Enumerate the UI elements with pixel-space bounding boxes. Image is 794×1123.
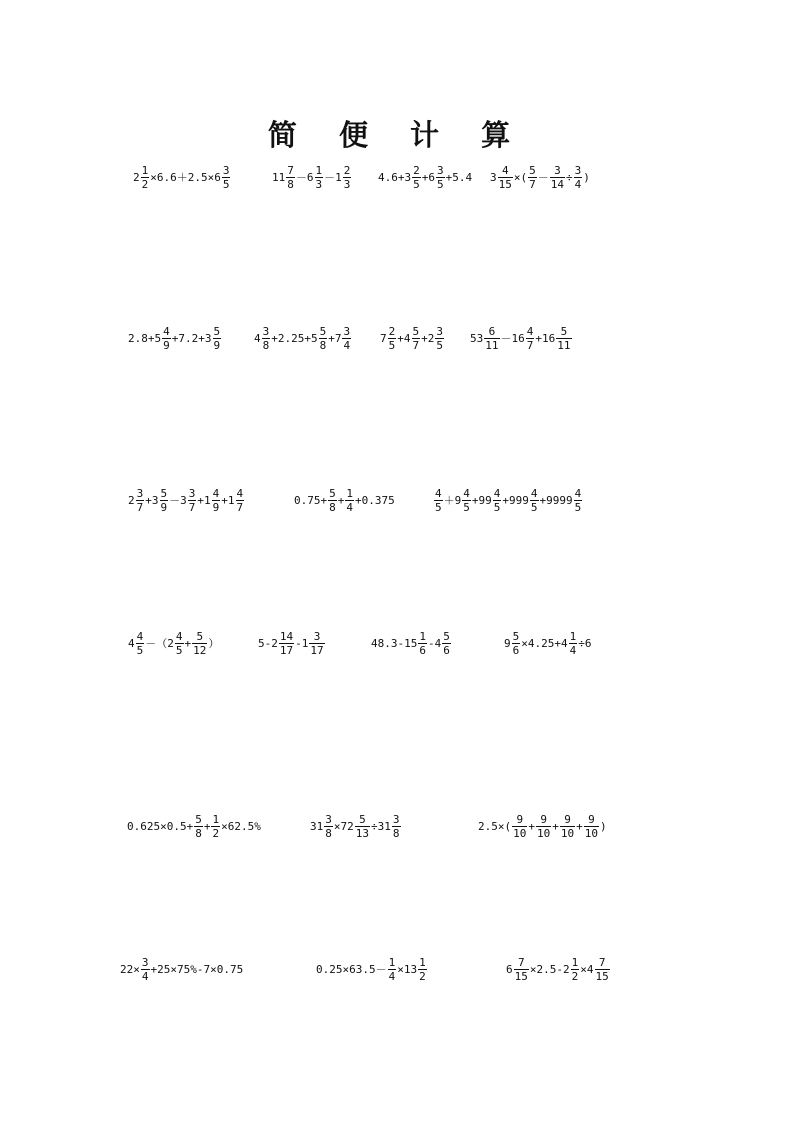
- fraction: [342, 325, 351, 352]
- fraction-numerator: 3: [141, 956, 149, 969]
- fraction: [434, 487, 443, 514]
- fraction-numerator: 4: [175, 630, 183, 643]
- fraction-denominator: 10: [537, 827, 551, 840]
- expression-text: +: [203, 820, 211, 833]
- fraction-denominator: 4: [388, 970, 396, 983]
- expression-text: +7: [328, 332, 342, 345]
- fraction: [584, 813, 599, 840]
- problem-expression: [478, 813, 607, 840]
- fraction-numerator: 4: [435, 487, 442, 500]
- expression-text: ÷6: [578, 637, 592, 650]
- problem-expression: [378, 164, 472, 191]
- fraction: [412, 164, 421, 191]
- problem-expression: [310, 813, 402, 840]
- fraction-numerator: 3: [574, 164, 582, 177]
- expression-text: +: [528, 820, 535, 833]
- expression-text: ÷: [566, 171, 573, 184]
- fraction-denominator: 6: [443, 644, 450, 657]
- fraction-denominator: 8: [319, 339, 327, 352]
- fraction-denominator: 6: [419, 644, 426, 657]
- expression-text: 4: [254, 332, 261, 345]
- expression-text: +1: [221, 494, 235, 507]
- expression-text: 53: [470, 332, 484, 345]
- expression-text: -4: [427, 637, 442, 650]
- fraction-numerator: 3: [262, 325, 270, 338]
- expression-text: +: [552, 820, 559, 833]
- problem-expression: [127, 813, 261, 840]
- expression-text: 7: [380, 332, 387, 345]
- fraction: [498, 164, 513, 191]
- expression-text: 5-2: [258, 637, 278, 650]
- fraction: [528, 164, 537, 191]
- fraction: [141, 164, 150, 191]
- fraction-denominator: 4: [346, 501, 353, 514]
- fraction-numerator: 6: [488, 325, 496, 338]
- fraction: [345, 487, 354, 514]
- fraction-numerator: 3: [343, 325, 351, 338]
- expression-text: 0.625×0.5+: [127, 820, 194, 833]
- problem-expression: [128, 630, 219, 657]
- fraction: [418, 956, 427, 983]
- fraction-numerator: 4: [212, 487, 220, 500]
- fraction: [569, 630, 578, 657]
- fraction: [328, 487, 337, 514]
- fraction-numerator: 5: [196, 630, 204, 643]
- expression-text: 2.8+5: [128, 332, 162, 345]
- fraction-denominator: 4: [574, 178, 582, 191]
- fraction-denominator: 6: [512, 644, 520, 657]
- expression-text: +1: [197, 494, 211, 507]
- fraction-numerator: 4: [526, 325, 534, 338]
- fraction: [279, 630, 294, 657]
- fraction: [526, 325, 535, 352]
- expression-text: +: [337, 494, 345, 507]
- fraction-denominator: 15: [514, 970, 528, 983]
- fraction-denominator: 7: [529, 178, 536, 191]
- fraction-denominator: 5: [413, 178, 420, 191]
- expression-text: ）: [208, 637, 220, 650]
- expression-text: ): [600, 820, 607, 833]
- expression-text: 11: [272, 171, 286, 184]
- problem-expression: [254, 325, 352, 352]
- fraction-denominator: 4: [141, 970, 149, 983]
- fraction-denominator: 3: [315, 178, 323, 191]
- fraction-denominator: 17: [310, 644, 324, 657]
- fraction: [286, 164, 295, 191]
- fraction-numerator: 3: [188, 487, 196, 500]
- fraction-numerator: 4: [463, 487, 470, 500]
- expression-text: +16: [535, 332, 556, 345]
- fraction-numerator: 5: [359, 813, 366, 826]
- expression-text: ×62.5%: [221, 820, 261, 833]
- expression-text: +7.2+3: [171, 332, 212, 345]
- fraction: [436, 164, 445, 191]
- fraction: [514, 956, 529, 983]
- fraction-numerator: 7: [287, 164, 294, 177]
- fraction: [343, 164, 352, 191]
- fraction: [136, 487, 145, 514]
- fraction-numerator: 1: [212, 813, 220, 826]
- fraction-denominator: 9: [212, 501, 220, 514]
- fraction-numerator: 9: [588, 813, 595, 826]
- expression-text: 22×: [120, 963, 140, 976]
- fraction: [442, 630, 451, 657]
- fraction-denominator: 2: [212, 827, 220, 840]
- problem-expression: [504, 630, 591, 657]
- problem-expression: [258, 630, 326, 657]
- fraction-numerator: 3: [554, 164, 561, 177]
- expression-text: +25×75%-7×0.75: [150, 963, 244, 976]
- fraction: [484, 325, 499, 352]
- fraction: [530, 487, 539, 514]
- fraction-numerator: 4: [163, 325, 170, 338]
- expression-text: -1: [295, 637, 309, 650]
- problem-expression: [120, 956, 243, 983]
- fraction-numerator: 1: [419, 630, 426, 643]
- fraction: [141, 956, 150, 983]
- fraction-denominator: 17: [279, 644, 294, 657]
- expression-text: 2: [128, 494, 135, 507]
- expression-text: 31: [310, 820, 324, 833]
- fraction-numerator: 3: [437, 164, 444, 177]
- fraction: [194, 813, 203, 840]
- fraction-denominator: 5: [388, 339, 396, 352]
- fraction-numerator: 2: [343, 164, 351, 177]
- fraction: [262, 325, 271, 352]
- fraction-denominator: 13: [355, 827, 369, 840]
- expression-text: +5.4: [445, 171, 473, 184]
- expression-text: －16: [500, 332, 525, 345]
- problem-expression: [128, 487, 245, 514]
- fraction-denominator: 5: [222, 178, 230, 191]
- fraction: [222, 164, 231, 191]
- fraction-denominator: 8: [195, 827, 202, 840]
- fraction-denominator: 5: [463, 501, 470, 514]
- problem-expression: [294, 487, 395, 514]
- fraction-numerator: 1: [141, 164, 149, 177]
- expression-text: －3: [169, 494, 187, 507]
- problem-expression: [470, 325, 573, 352]
- fraction-numerator: 7: [517, 956, 525, 969]
- fraction: [536, 813, 551, 840]
- fraction: [319, 325, 328, 352]
- fraction-numerator: 4: [236, 487, 244, 500]
- fraction-numerator: 1: [419, 956, 426, 969]
- fraction-numerator: 14: [279, 630, 294, 643]
- fraction: [462, 487, 471, 514]
- fraction: [162, 325, 171, 352]
- fraction-numerator: 3: [136, 487, 144, 500]
- fraction-denominator: 2: [571, 970, 579, 983]
- fraction: [388, 325, 397, 352]
- expression-text: 2.5×(: [478, 820, 512, 833]
- fraction-numerator: 3: [325, 813, 332, 826]
- fraction-numerator: 4: [574, 487, 582, 500]
- problem-expression: [133, 164, 231, 191]
- fraction: [236, 487, 245, 514]
- fraction-numerator: 1: [315, 164, 323, 177]
- fraction-denominator: 7: [188, 501, 196, 514]
- fraction: [188, 487, 197, 514]
- expression-text: ×6.6＋2.5×6: [150, 171, 221, 184]
- expression-text: 0.25×63.5－: [316, 963, 387, 976]
- expression-text: +2: [421, 332, 435, 345]
- expression-text: 3: [490, 171, 497, 184]
- fraction: [324, 813, 333, 840]
- fraction-denominator: 4: [343, 339, 351, 352]
- fraction-denominator: 5: [435, 501, 442, 514]
- fraction-numerator: 3: [392, 813, 400, 826]
- expression-text: ): [583, 171, 590, 184]
- fraction-numerator: 5: [443, 630, 450, 643]
- fraction-numerator: 4: [530, 487, 538, 500]
- fraction-numerator: 2: [388, 325, 396, 338]
- fraction-numerator: 9: [564, 813, 571, 826]
- fraction-numerator: 5: [560, 325, 568, 338]
- fraction-denominator: 7: [412, 339, 420, 352]
- expression-text: ×(: [513, 171, 528, 184]
- fraction-denominator: 5: [437, 178, 444, 191]
- expression-text: ×4.25+4: [521, 637, 568, 650]
- fraction-numerator: 1: [571, 956, 579, 969]
- fraction-denominator: 2: [419, 970, 426, 983]
- fraction: [388, 956, 397, 983]
- fraction-denominator: 10: [513, 827, 527, 840]
- fraction-numerator: 5: [512, 630, 520, 643]
- fraction: [493, 487, 502, 514]
- fraction-numerator: 4: [493, 487, 501, 500]
- fraction-denominator: 12: [193, 644, 207, 657]
- fraction: [595, 956, 610, 983]
- problem-expression: [272, 164, 352, 191]
- fraction-denominator: 5: [574, 501, 582, 514]
- fraction-numerator: 5: [329, 487, 336, 500]
- fraction-numerator: 9: [516, 813, 524, 826]
- fraction-numerator: 1: [569, 630, 577, 643]
- fraction-numerator: 4: [136, 630, 144, 643]
- problem-expression: [371, 630, 452, 657]
- fraction: [355, 813, 370, 840]
- fraction-denominator: 5: [530, 501, 538, 514]
- problem-expression: [433, 487, 583, 514]
- fraction-denominator: 5: [175, 644, 183, 657]
- fraction-numerator: 3: [222, 164, 230, 177]
- fraction-denominator: 8: [392, 827, 400, 840]
- fraction-denominator: 5: [136, 644, 144, 657]
- expression-text: 9: [504, 637, 511, 650]
- fraction-numerator: 1: [346, 487, 353, 500]
- expression-text: +: [184, 637, 192, 650]
- problem-expression: [380, 325, 445, 352]
- fraction: [418, 630, 427, 657]
- fraction: [315, 164, 324, 191]
- fraction: [574, 164, 583, 191]
- problem-expression: [316, 956, 428, 983]
- expression-text: +2.25+5: [271, 332, 318, 345]
- fraction: [512, 813, 527, 840]
- expression-text: ×4: [580, 963, 594, 976]
- fraction: [571, 956, 580, 983]
- fraction-numerator: 1: [388, 956, 396, 969]
- fraction: [560, 813, 575, 840]
- expression-text: +0.375: [355, 494, 395, 507]
- fraction-denominator: 7: [236, 501, 244, 514]
- fraction-numerator: 5: [195, 813, 202, 826]
- fraction-numerator: 5: [160, 487, 168, 500]
- expression-text: 0.75+: [294, 494, 328, 507]
- fraction-numerator: 5: [213, 325, 221, 338]
- fraction-numerator: 7: [598, 956, 606, 969]
- expression-text: 4: [128, 637, 135, 650]
- fraction: [574, 487, 583, 514]
- expression-text: 2: [133, 171, 140, 184]
- fraction: [435, 325, 444, 352]
- fraction: [192, 630, 207, 657]
- fraction-denominator: 8: [325, 827, 332, 840]
- expression-text: ×13: [397, 963, 418, 976]
- fraction-denominator: 9: [163, 339, 170, 352]
- fraction: [175, 630, 184, 657]
- fraction-numerator: 4: [501, 164, 509, 177]
- fraction-denominator: 9: [213, 339, 221, 352]
- expression-text: －: [537, 171, 549, 184]
- fraction-denominator: 15: [595, 970, 609, 983]
- fraction-numerator: 5: [529, 164, 536, 177]
- fraction: [550, 164, 565, 191]
- fraction-numerator: 5: [412, 325, 420, 338]
- fraction: [392, 813, 401, 840]
- fraction-numerator: 5: [319, 325, 327, 338]
- fraction-numerator: 3: [313, 630, 321, 643]
- expression-text: 6: [506, 963, 513, 976]
- expression-text: －6: [295, 171, 314, 184]
- fraction: [309, 630, 324, 657]
- expression-text: －（2: [145, 637, 174, 650]
- fraction: [213, 325, 222, 352]
- fraction-denominator: 9: [160, 501, 168, 514]
- fraction-denominator: 5: [436, 339, 443, 352]
- fraction-numerator: 2: [413, 164, 420, 177]
- fraction-denominator: 14: [550, 178, 564, 191]
- expression-text: 4.6+3: [378, 171, 412, 184]
- fraction-denominator: 11: [557, 339, 571, 352]
- expression-text: +: [576, 820, 583, 833]
- fraction-denominator: 11: [485, 339, 499, 352]
- fraction-numerator: 3: [436, 325, 443, 338]
- fraction: [211, 813, 220, 840]
- expression-text: +6: [421, 171, 435, 184]
- fraction-denominator: 7: [526, 339, 534, 352]
- expression-text: +4: [397, 332, 411, 345]
- fraction-denominator: 10: [584, 827, 598, 840]
- fraction-denominator: 8: [329, 501, 336, 514]
- fraction-denominator: 5: [493, 501, 501, 514]
- fraction-denominator: 3: [343, 178, 351, 191]
- fraction-denominator: 8: [287, 178, 294, 191]
- expression-text: +9999: [539, 494, 573, 507]
- expression-text: ＋9: [443, 494, 462, 507]
- fraction-denominator: 4: [569, 644, 577, 657]
- fraction: [160, 487, 169, 514]
- expression-text: ÷31: [371, 820, 391, 833]
- expression-text: 48.3-15: [371, 637, 418, 650]
- expression-text: +3: [145, 494, 159, 507]
- fraction: [136, 630, 145, 657]
- expression-text: +99: [471, 494, 492, 507]
- fraction: [412, 325, 421, 352]
- problem-expression: [490, 164, 590, 191]
- fraction: [512, 630, 521, 657]
- expression-text: ×2.5-2: [529, 963, 570, 976]
- fraction-denominator: 2: [141, 178, 149, 191]
- fraction-numerator: 9: [540, 813, 547, 826]
- expression-text: ×72: [333, 820, 354, 833]
- fraction: [556, 325, 571, 352]
- problem-expression: [128, 325, 222, 352]
- problem-expression: [506, 956, 611, 983]
- fraction-denominator: 15: [498, 178, 512, 191]
- fraction-denominator: 10: [560, 827, 575, 840]
- fraction-denominator: 7: [136, 501, 144, 514]
- fraction-denominator: 8: [262, 339, 270, 352]
- expression-text: －1: [324, 171, 342, 184]
- fraction: [212, 487, 221, 514]
- page-title: 简 便 计 算: [267, 118, 527, 152]
- expression-text: +999: [502, 494, 529, 507]
